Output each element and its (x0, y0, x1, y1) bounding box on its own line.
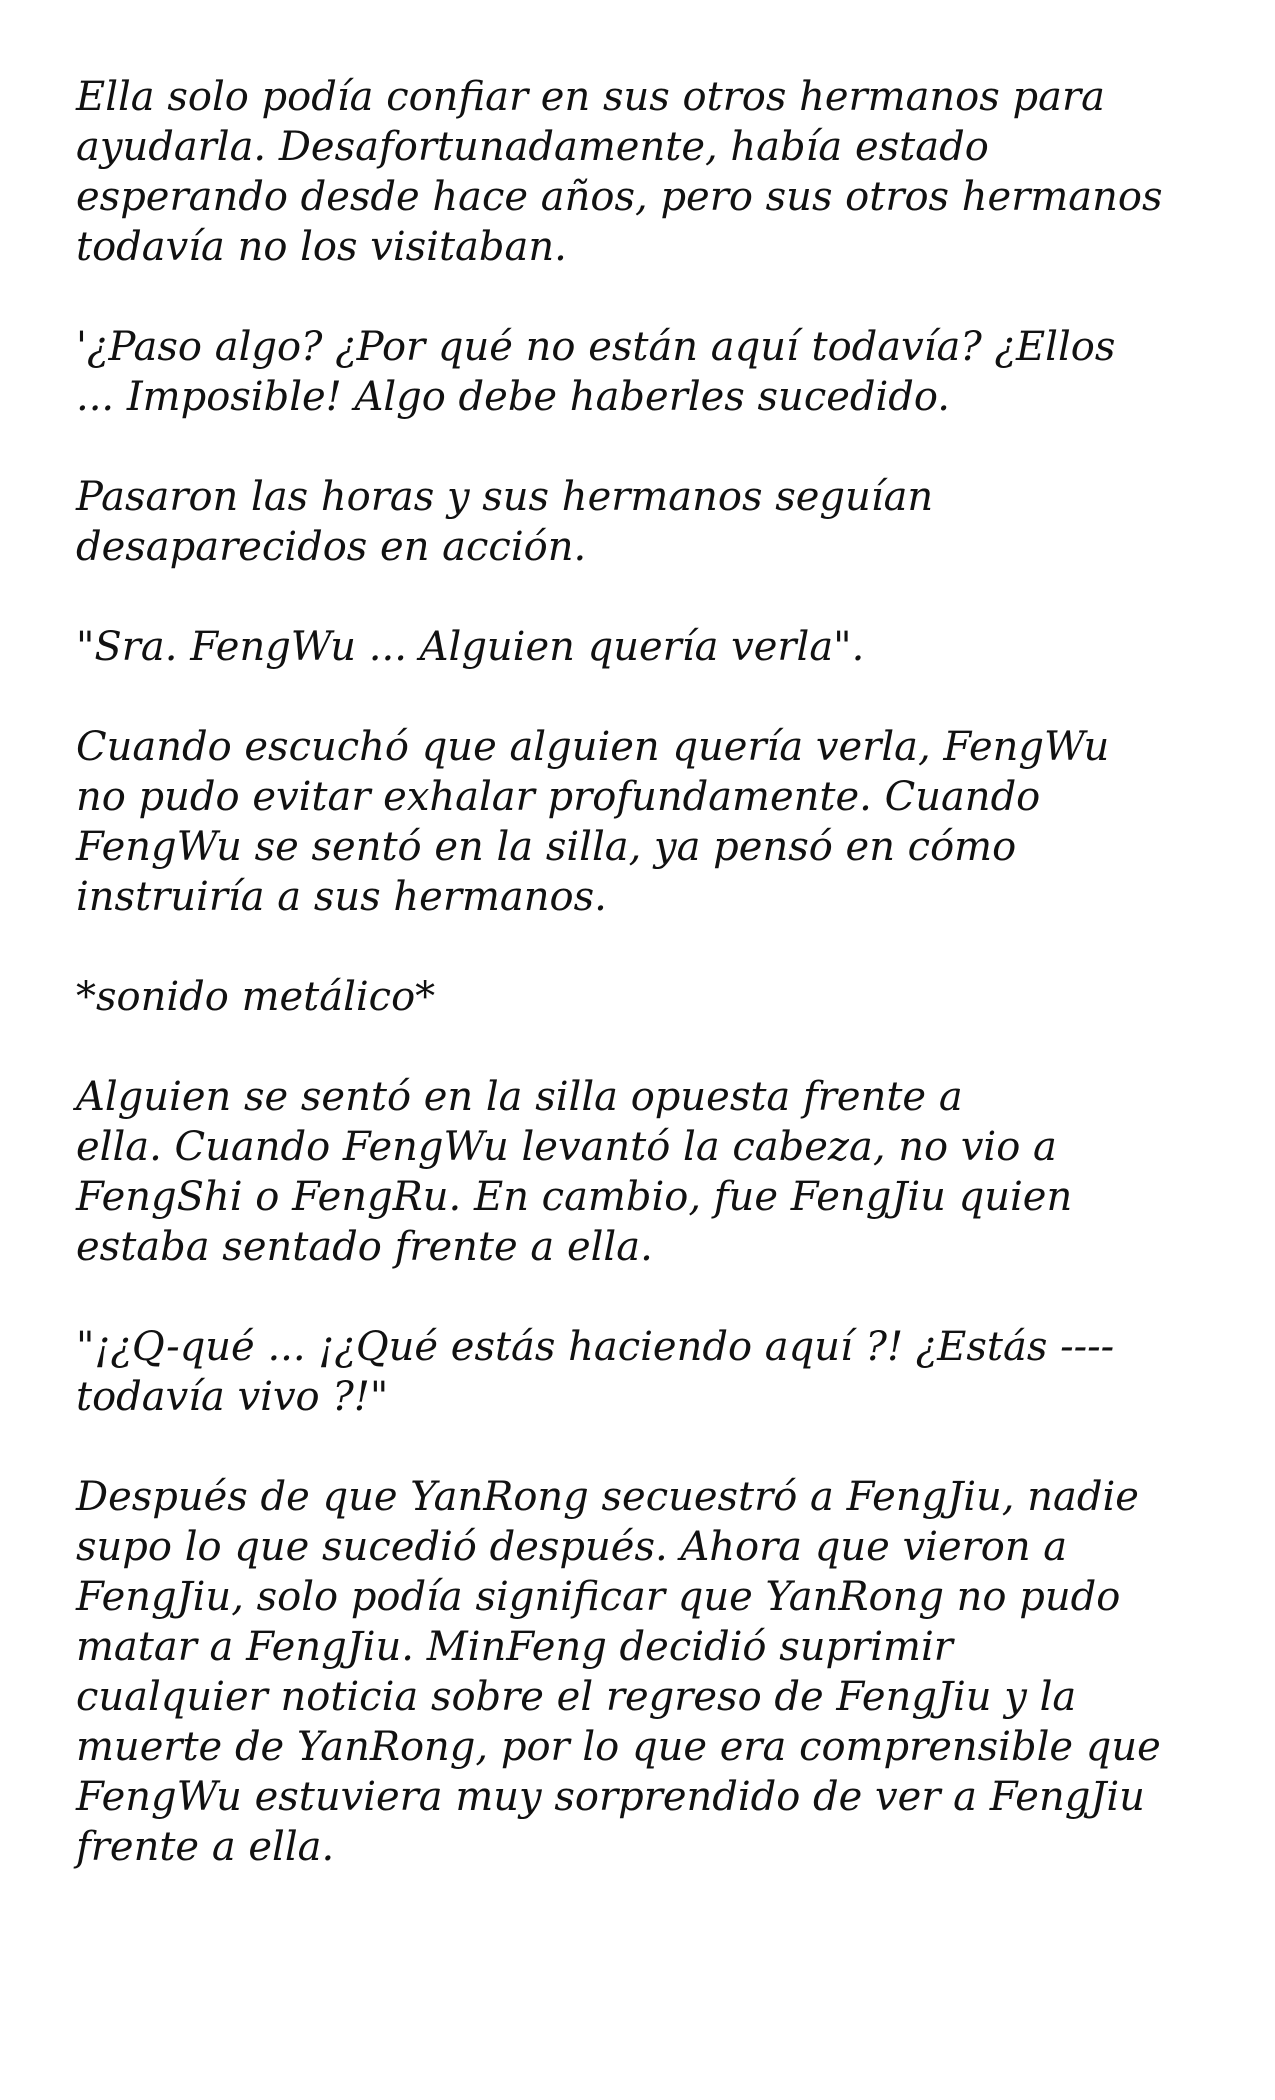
document-page (76, 72, 1216, 1922)
paragraph-9: Después de que YanRong secuestró a FengJiu, nadie supo lo que sucedió después. Ahora que vieron a FengJiu, solo podía significar que YanRong no pudo matar a FengJiu. MinFeng decidió suprimir cualquier noticia sobre el regreso de FengJiu y la muerte de YanRong, por lo que era comprensible que FengWu estuviera muy sorprendido de ver a FengJiu frente a ella. (76, 1474, 1161, 1870)
paragraph-1: Ella solo podía confiar en sus otros hermanos para ayudarla. Desafortunadamente, había estado esperando desde hace años, pero sus otros hermanos todavía no los visitaban. (76, 74, 1163, 270)
paragraph-8: "¡¿Q-qué ... ¡¿Qué estás haciendo aquí ?! ¿Estás ---- todavía vivo ?!" (76, 1324, 1115, 1420)
paragraph-3: Pasaron las horas y sus hermanos seguían desaparecidos en acción. (76, 474, 934, 570)
paragraph-4: "Sra. FengWu ... Alguien quería verla". (76, 624, 865, 670)
paragraph-7: Alguien se sentó en la silla opuesta frente a ella. Cuando FengWu levantó la cabeza, no vio a FengShi o FengRu. En cambio, fue FengJiu quien estaba sentado frente a ella. (76, 1074, 1073, 1270)
paragraph-2: '¿Paso algo? ¿Por qué no están aquí todavía? ¿Ellos ... Imposible! Algo debe haberles sucedido. (76, 324, 1116, 420)
paragraph-5: Cuando escuchó que alguien quería verla, FengWu no pudo evitar exhalar profundamente. Cuando FengWu se sentó en la silla, ya pensó en cómo instruiría a sus hermanos. (76, 724, 1110, 920)
paragraph-6: *sonido metálico* (76, 974, 436, 1020)
